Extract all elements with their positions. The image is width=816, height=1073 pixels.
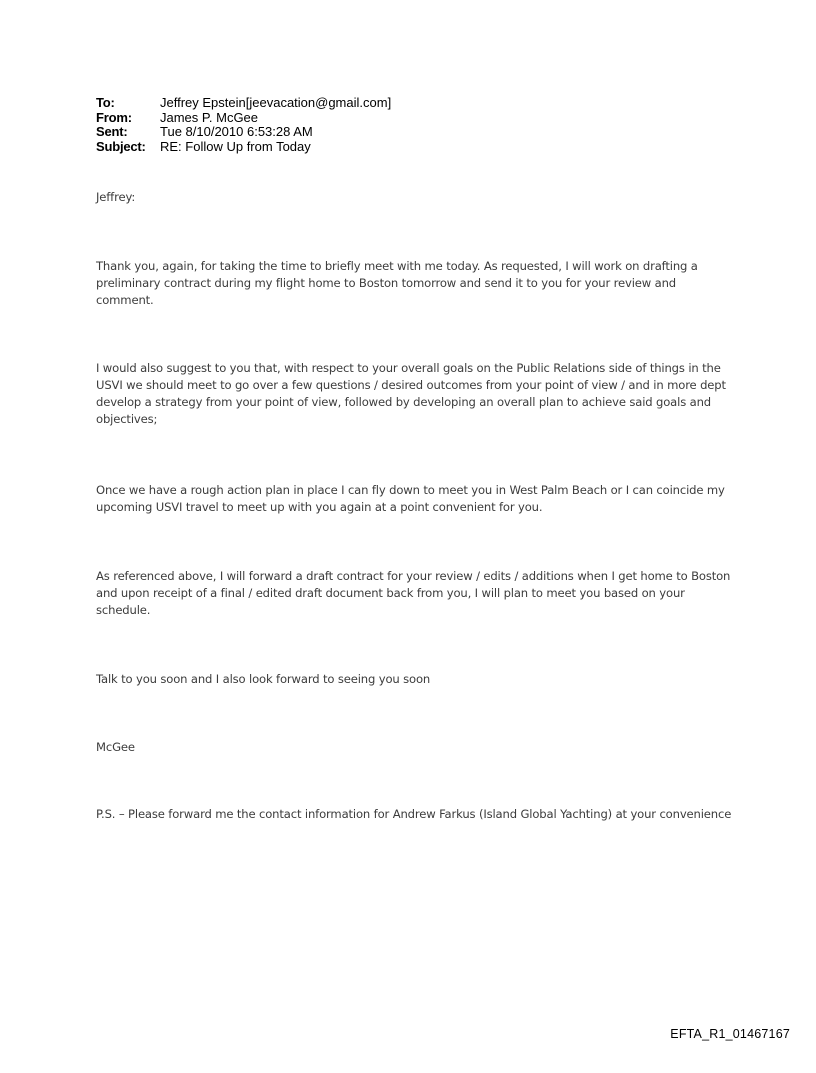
to-label: To: <box>96 95 115 110</box>
subject-label: Subject: <box>96 138 146 154</box>
document-id: EFTA_R1_01467167 <box>670 1027 790 1041</box>
paragraph-1: Thank you, again, for taking the time to briefly meet with me today. As requested, I will work on drafting a preliminary contract during my flight home to Boston tomorrow and send it to you for your review and comment. <box>96 259 698 307</box>
postscript: P.S. – Please forward me the contact information for Andrew Farkus (Island Global Yachting) at your convenience <box>96 807 732 821</box>
sent-row <box>96 125 391 140</box>
closing-line: Talk to you soon and I also look forward to seeing you soon <box>96 672 431 686</box>
email-header <box>96 96 391 154</box>
paragraph-3: Once we have a rough action plan in place I can fly down to meet you in West Palm Beach or I can coincide my upcoming USVI travel to meet up with you again at a point convenient for you. <box>96 483 725 514</box>
to-value: Jeffrey Epstein[jeevacation@gmail.com] <box>160 95 392 110</box>
from-value: James P. McGee <box>160 109 259 125</box>
subject-row <box>96 140 391 155</box>
sent-label: Sent: <box>96 124 128 139</box>
signature: McGee <box>96 740 135 754</box>
from-row <box>96 111 391 126</box>
sent-value: Tue 8/10/2010 6:53:28 AM <box>160 124 313 139</box>
paragraph-4: As referenced above, I will forward a draft contract for your review / edits / additions when I get home to Boston and upon receipt of a final / edited draft document back from you, I will plan to meet you based on your schedule. <box>96 569 731 617</box>
to-row <box>96 96 391 111</box>
paragraph-2: I would also suggest to you that, with respect to your overall goals on the Public Relations side of things in the USVI we should meet to go over a few questions / desired outcomes from your point of view / and in more dept develop a strategy from your point of view, followed by developing an overall plan to achieve said goals and objectives; <box>96 361 726 426</box>
subject-value: RE: Follow Up from Today <box>160 138 311 154</box>
greeting: Jeffrey: <box>96 190 136 204</box>
from-label: From: <box>96 109 132 125</box>
